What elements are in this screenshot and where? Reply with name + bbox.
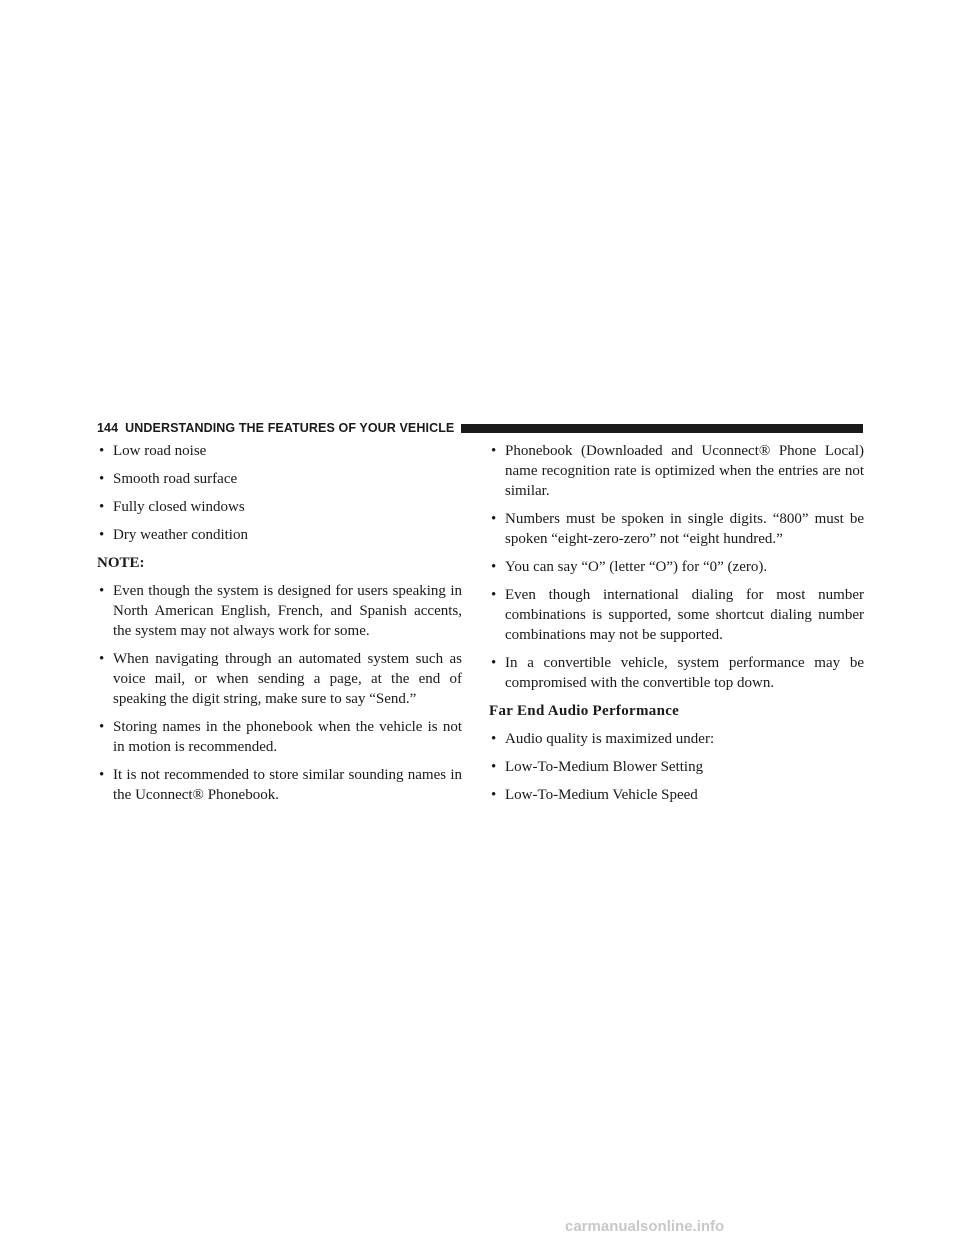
bullet-icon: •: [491, 787, 497, 803]
section-title: UNDERSTANDING THE FEATURES OF YOUR VEHICLE: [125, 421, 455, 435]
list-item: • You can say “O” (letter “O”) for “0” (zero).: [491, 559, 768, 575]
list-item: • Smooth road surface: [99, 471, 238, 487]
left-column: [97, 441, 462, 813]
bullet-icon: •: [99, 499, 105, 515]
list-item: • Even though the system is designed for users speaking in North American English, French, and Spanish accents, the system may not always work for some.: [99, 583, 462, 639]
page-number: 144: [97, 421, 119, 435]
bullet-icon: •: [491, 587, 497, 603]
bullet-icon: •: [99, 719, 105, 735]
right-column: [489, 441, 864, 813]
bullet-icon: •: [99, 651, 105, 667]
list-item: • Dry weather condition: [99, 527, 248, 543]
bullet-icon: •: [99, 583, 105, 599]
list-item: • Storing names in the phonebook when the vehicle is not in motion is recommended.: [99, 719, 462, 755]
list-item: • It is not recommended to store similar sounding names in the Uconnect® Phonebook.: [99, 767, 462, 803]
header-rule: [461, 424, 863, 433]
list-item: • Low-To-Medium Blower Setting: [491, 759, 704, 775]
bullet-icon: •: [99, 443, 105, 459]
list-item: • In a convertible vehicle, system performance may be compromised with the convertible top down.: [491, 655, 864, 691]
list-item: • Low road noise: [99, 443, 207, 459]
bullet-icon: •: [99, 527, 105, 543]
bullet-icon: •: [491, 443, 497, 459]
list-item: • Low-To-Medium Vehicle Speed: [491, 787, 698, 803]
bullet-icon: •: [99, 471, 105, 487]
bullet-icon: •: [491, 511, 497, 527]
bullet-icon: •: [491, 759, 497, 775]
bullet-icon: •: [491, 655, 497, 671]
list-item: • Even though international dialing for most number combinations is supported, some shortcut dialing number combinations may not be supported.: [491, 587, 864, 643]
watermark: carmanualsonline.info: [565, 1218, 725, 1235]
bullet-icon: •: [491, 559, 497, 575]
list-item: • Fully closed windows: [99, 499, 245, 515]
list-item: • Phonebook (Downloaded and Uconnect® Phone Local) name recognition rate is optimized when the entries are not similar.: [491, 443, 864, 499]
list-item: • Audio quality is maximized under:: [491, 731, 715, 747]
bullet-icon: •: [491, 731, 497, 747]
bullet-icon: •: [99, 767, 105, 783]
note-label: NOTE:: [97, 555, 145, 571]
section-subheading: Far End Audio Performance: [489, 703, 680, 719]
page-header: [97, 419, 863, 437]
list-item: • Numbers must be spoken in single digits. “800” must be spoken “eight-zero-zero” not “eight hundred.”: [491, 511, 864, 547]
list-item: • When navigating through an automated system such as voice mail, or when sending a page, at the end of speaking the digit string, make sure to say “Send.”: [99, 651, 462, 707]
